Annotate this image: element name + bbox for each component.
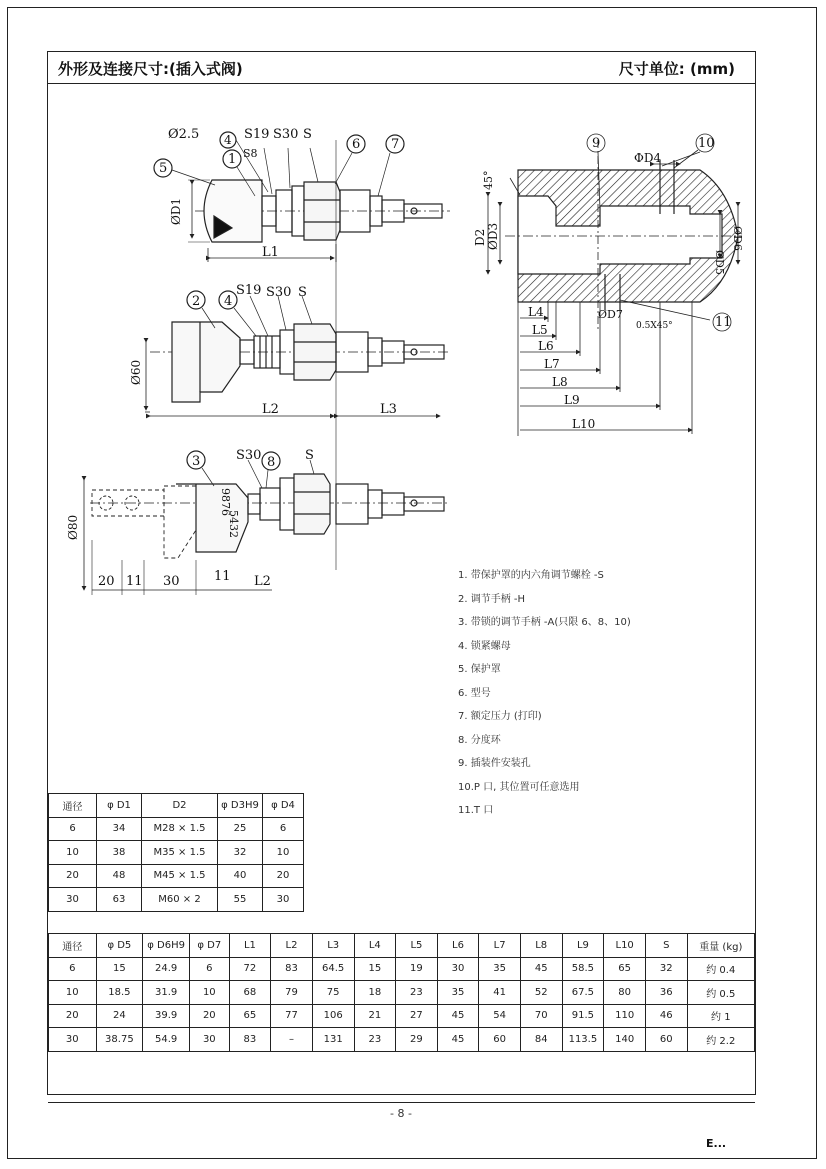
table-header-cell: φ D7 xyxy=(189,934,229,958)
dim-11: 11 xyxy=(126,574,143,589)
legend-item: 9. 插装件安装孔 xyxy=(458,758,531,769)
table-header-cell: 重量 (kg) xyxy=(687,934,754,958)
table-header-cell: S xyxy=(646,934,688,958)
table-row xyxy=(49,817,304,841)
table-header-cell: φ D4 xyxy=(263,794,304,818)
table-row xyxy=(49,888,304,912)
table-cell: 10 xyxy=(49,981,97,1005)
table-header-cell: 通径 xyxy=(49,794,97,818)
table-cell: 15 xyxy=(354,957,396,981)
handle-stamp-2: 5432 xyxy=(227,510,240,538)
dimension-table-2 xyxy=(48,933,755,1052)
table-cell: 58.5 xyxy=(562,957,604,981)
handle-stamp: 9876 xyxy=(219,488,232,516)
callout-5: 5 xyxy=(159,161,168,176)
table-cell: 68 xyxy=(229,981,271,1005)
table-cell: 25 xyxy=(218,817,263,841)
dim-l5: L5 xyxy=(532,323,548,337)
label-d5: ØD5 xyxy=(713,250,726,275)
table-cell: 6 xyxy=(49,817,97,841)
label-s: S xyxy=(303,127,312,142)
callout-7: 7 xyxy=(391,137,400,152)
table-header-cell: L6 xyxy=(437,934,479,958)
label-11: 11 xyxy=(214,569,231,584)
table-cell: 35 xyxy=(437,981,479,1005)
table-header-cell: L3 xyxy=(312,934,354,958)
table-header-row xyxy=(49,934,755,958)
table-cell: 6 xyxy=(263,817,304,841)
table-header-cell: φ D3H9 xyxy=(218,794,263,818)
table-cell: 72 xyxy=(229,957,271,981)
table-cell: 10 xyxy=(189,981,229,1005)
table-cell: 30 xyxy=(263,888,304,912)
table-header-cell: L1 xyxy=(229,934,271,958)
table-row xyxy=(49,957,755,981)
dim-20: 20 xyxy=(98,574,115,589)
legend-item: 10.P 口, 其位置可任意选用 xyxy=(458,781,580,793)
table-cell: 38 xyxy=(97,841,142,865)
legend-item: 4. 锁紧螺母 xyxy=(458,640,511,652)
table-cell: 23 xyxy=(354,1028,396,1052)
table-cell: 38.75 xyxy=(96,1028,143,1052)
callout-9: 9 xyxy=(592,136,601,151)
label-s30-c: S30 xyxy=(236,448,262,463)
legend-item: 5. 保护罩 xyxy=(458,664,501,675)
table-cell: 6 xyxy=(189,957,229,981)
table-cell: 19 xyxy=(396,957,438,981)
callout-4: 4 xyxy=(224,133,232,147)
dim-l6: L6 xyxy=(538,339,554,353)
dim-l3: L3 xyxy=(380,402,397,417)
table-row xyxy=(49,981,755,1005)
table-cell: 30 xyxy=(49,888,97,912)
table-cell: 36 xyxy=(646,981,688,1005)
table-header-cell: D2 xyxy=(142,794,218,818)
table-cell: 40 xyxy=(218,864,263,888)
legend-item: 1. 带保护罩的内六角调节螺栓 -S xyxy=(458,570,604,581)
label-s-b: S xyxy=(298,285,307,300)
label-s30: S30 xyxy=(273,127,299,142)
table-cell: 83 xyxy=(271,957,313,981)
label-d7: ØD7 xyxy=(598,308,623,321)
table-cell: 54.9 xyxy=(143,1028,190,1052)
table-cell: 39.9 xyxy=(143,1004,190,1028)
table-header-cell: L5 xyxy=(396,934,438,958)
table-header-cell: L4 xyxy=(354,934,396,958)
table-cell: 65 xyxy=(229,1004,271,1028)
table-header-cell: L8 xyxy=(520,934,562,958)
dim-l9: L9 xyxy=(564,393,580,407)
callout-6: 6 xyxy=(352,137,361,152)
table-cell: 60 xyxy=(479,1028,521,1052)
table-cell: 约 1 xyxy=(687,1004,754,1028)
table-cell: 60 xyxy=(646,1028,688,1052)
table-cell: 63 xyxy=(97,888,142,912)
legend-item: 11.T 口 xyxy=(458,805,494,816)
dim-l2: L2 xyxy=(262,402,279,417)
table-cell: 80 xyxy=(604,981,646,1005)
table-cell: 113.5 xyxy=(562,1028,604,1052)
table-row xyxy=(49,1028,755,1052)
table-cell: M35 × 1.5 xyxy=(142,841,218,865)
table-header-cell: φ D6H9 xyxy=(143,934,190,958)
page-title: 外形及连接尺寸:(插入式阀) xyxy=(58,60,243,78)
table-cell: M28 × 1.5 xyxy=(142,817,218,841)
callout-10: 10 xyxy=(698,136,715,151)
table-cell: 84 xyxy=(520,1028,562,1052)
table-cell: 约 0.5 xyxy=(687,981,754,1005)
unit-label: 尺寸单位: (mm) xyxy=(618,60,735,78)
label-s19: S19 xyxy=(244,127,270,142)
table-cell: 30 xyxy=(437,957,479,981)
legend-item: 3. 带锁的调节手柄 -A(只限 6、8、10) xyxy=(458,617,631,628)
view-3-labels xyxy=(66,448,314,589)
table-cell: 54 xyxy=(479,1004,521,1028)
table-row xyxy=(49,1004,755,1028)
table-cell: 45 xyxy=(520,957,562,981)
callout-4b: 4 xyxy=(224,294,233,309)
label-phi-d4: ΦD4 xyxy=(634,151,662,165)
table-cell: 23 xyxy=(396,981,438,1005)
table-cell: 41 xyxy=(479,981,521,1005)
table-cell: 20 xyxy=(49,1004,97,1028)
table-cell: 79 xyxy=(271,981,313,1005)
table-cell: 20 xyxy=(189,1004,229,1028)
table-cell: 24.9 xyxy=(143,957,190,981)
callout-3: 3 xyxy=(192,454,201,469)
table-cell: 77 xyxy=(271,1004,313,1028)
table-cell: M60 × 2 xyxy=(142,888,218,912)
table-cell: 70 xyxy=(520,1004,562,1028)
table-cell: 75 xyxy=(312,981,354,1005)
table-header-cell: L2 xyxy=(271,934,313,958)
legend-item: 2. 调节手柄 -H xyxy=(458,593,526,605)
dim-l2-b: L2 xyxy=(254,574,271,589)
table-cell: 46 xyxy=(646,1004,688,1028)
legend-item: 7. 额定压力 (打印) xyxy=(458,711,542,722)
label-s19-b: S19 xyxy=(236,283,262,298)
callout-11: 11 xyxy=(715,315,732,330)
table-cell: 83 xyxy=(229,1028,271,1052)
table-cell: 27 xyxy=(396,1004,438,1028)
corner-mark: E... xyxy=(706,1137,727,1150)
table-cell: 21 xyxy=(354,1004,396,1028)
table-cell: 45 xyxy=(437,1028,479,1052)
label-chamfer: 0.5X45° xyxy=(636,321,673,331)
table-cell: 106 xyxy=(312,1004,354,1028)
label-45deg: 45° xyxy=(482,170,495,190)
dim-l4: L4 xyxy=(528,305,544,319)
parts-legend xyxy=(458,564,631,823)
cavity-section-view xyxy=(488,134,742,436)
label-d25: Ø2.5 xyxy=(168,127,200,142)
table-header-cell: L9 xyxy=(562,934,604,958)
page-number: - 8 - xyxy=(390,1107,412,1120)
table-cell: 48 xyxy=(97,864,142,888)
table-cell: 29 xyxy=(396,1028,438,1052)
label-d6: ØD6 xyxy=(731,226,744,251)
table-row xyxy=(49,841,304,865)
dim-l1: L1 xyxy=(262,245,279,260)
callout-1: 1 xyxy=(228,152,237,167)
table-row xyxy=(49,864,304,888)
table-cell: 约 2.2 xyxy=(687,1028,754,1052)
table-cell: 10 xyxy=(263,841,304,865)
table-cell: 32 xyxy=(646,957,688,981)
label-s-c: S xyxy=(305,448,314,463)
callout-8: 8 xyxy=(267,455,276,470)
table-cell: 34 xyxy=(97,817,142,841)
table-cell: 140 xyxy=(604,1028,646,1052)
table-cell: 30 xyxy=(49,1028,97,1052)
table-cell: 32 xyxy=(218,841,263,865)
table-cell: 52 xyxy=(520,981,562,1005)
table-cell: – xyxy=(271,1028,313,1052)
table-cell: 45 xyxy=(437,1004,479,1028)
table-cell: 15 xyxy=(96,957,143,981)
label-d3: ØD3 xyxy=(486,222,500,250)
table-cell: M45 × 1.5 xyxy=(142,864,218,888)
table-cell: 65 xyxy=(604,957,646,981)
valve-view-1 xyxy=(154,132,450,262)
table-cell: 131 xyxy=(312,1028,354,1052)
dim-30: 30 xyxy=(163,574,180,589)
callout-2: 2 xyxy=(192,294,201,309)
label-s30-b: S30 xyxy=(266,285,292,300)
table-cell: 20 xyxy=(49,864,97,888)
view-2-labels xyxy=(129,283,397,417)
table-header-cell: L7 xyxy=(479,934,521,958)
table-header-cell: L10 xyxy=(604,934,646,958)
table-cell: 67.5 xyxy=(562,981,604,1005)
table-cell: 30 xyxy=(189,1028,229,1052)
legend-item: 8. 分度环 xyxy=(458,734,501,746)
table-cell: 110 xyxy=(604,1004,646,1028)
table-cell: 24 xyxy=(96,1004,143,1028)
dim-d1: ØD1 xyxy=(169,197,183,225)
label-s8: S8 xyxy=(243,147,258,160)
dim-d60: Ø60 xyxy=(129,359,143,385)
dim-l7: L7 xyxy=(544,357,560,371)
table-cell: 35 xyxy=(479,957,521,981)
table-cell: 18 xyxy=(354,981,396,1005)
table-cell: 55 xyxy=(218,888,263,912)
table-cell: 20 xyxy=(263,864,304,888)
dim-l8: L8 xyxy=(552,375,568,389)
label-d2: D2 xyxy=(473,228,487,246)
dimension-table-1 xyxy=(48,793,304,912)
table-cell: 6 xyxy=(49,957,97,981)
table-header-cell: φ D1 xyxy=(97,794,142,818)
table-header-row xyxy=(49,794,304,818)
legend-item: 6. 型号 xyxy=(458,687,491,699)
dim-d80: Ø80 xyxy=(66,514,80,540)
table-cell: 10 xyxy=(49,841,97,865)
table-header-cell: 通径 xyxy=(49,934,97,958)
table-cell: 18.5 xyxy=(96,981,143,1005)
view-1-labels xyxy=(159,127,399,260)
dim-l10: L10 xyxy=(572,417,596,431)
table-cell: 64.5 xyxy=(312,957,354,981)
table-cell: 约 0.4 xyxy=(687,957,754,981)
table-cell: 91.5 xyxy=(562,1004,604,1028)
table-header-cell: φ D5 xyxy=(96,934,143,958)
table-cell: 31.9 xyxy=(143,981,190,1005)
